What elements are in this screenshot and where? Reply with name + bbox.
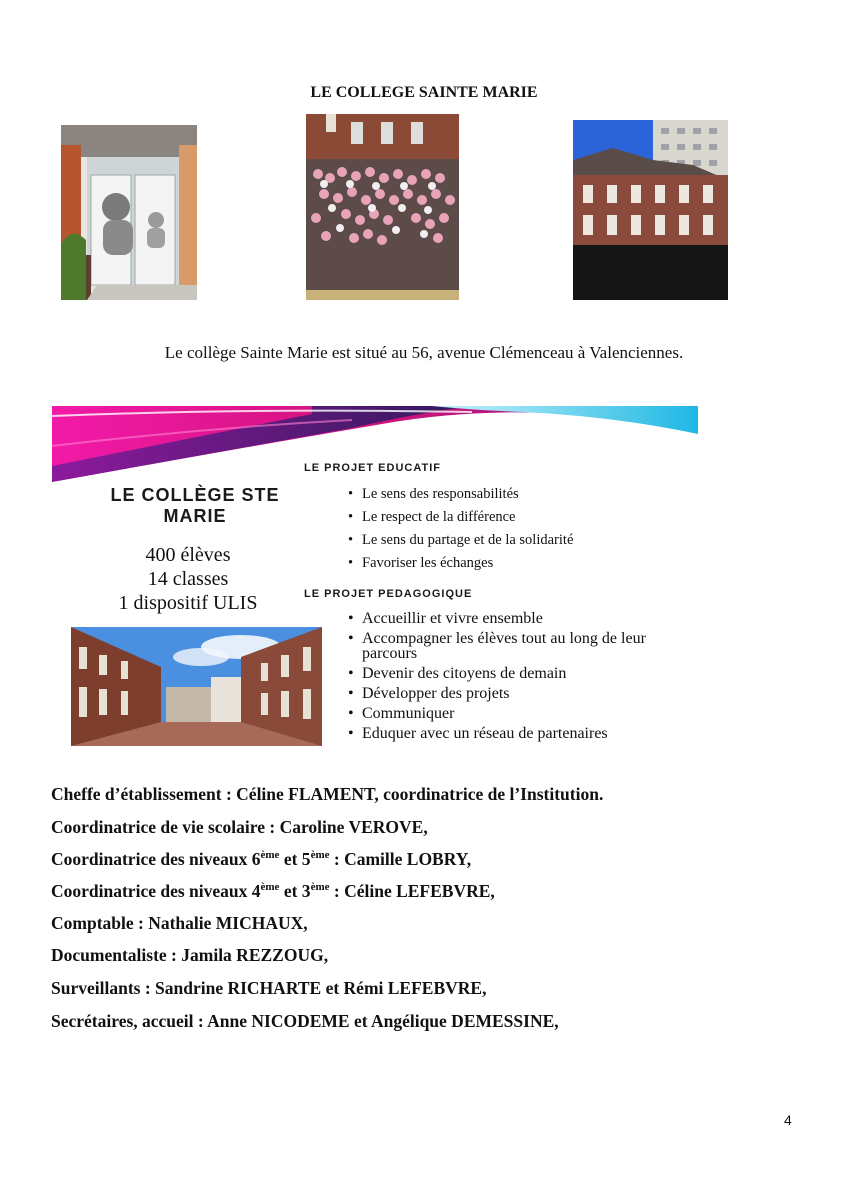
address-line: Le collège Sainte Marie est situé au 56, avenue Clémenceau à Valenciennes. (164, 343, 684, 362)
staff-documentaliste: Documentaliste : Jamila REZZOUG, (51, 945, 329, 965)
building-facade-photo (573, 120, 728, 300)
students-courtyard-photo (306, 114, 459, 300)
list-item: • Communiquer (348, 706, 658, 721)
projet-pedagogique-list (348, 611, 658, 746)
ordinal-suffix: ème (310, 881, 330, 894)
list-item: • Accompagner les élèves tout au long de leur parcours (348, 631, 658, 661)
stat-ulis: 1 dispositif ULIS (118, 592, 258, 614)
list-item: • Eduquer avec un réseau de partenaires (348, 726, 658, 741)
staff-niveaux-6-5 (51, 849, 471, 870)
staff-secretaires: Secrétaires, accueil : Anne NICODEME et Angélique DEMESSINE, (51, 1011, 559, 1031)
list-item: • Favoriser les échanges (348, 552, 573, 575)
list-item: • Le respect de la différence (348, 506, 573, 529)
staff-vie-scolaire: Coordinatrice de vie scolaire : Caroline VEROVE, (51, 817, 428, 837)
entrance-photo (61, 125, 197, 300)
page-title: LE COLLEGE SAINTE MARIE (310, 84, 538, 101)
college-name: LE COLLÈGE STE MARIE (110, 485, 280, 526)
projet-educatif-list (348, 483, 573, 575)
list-item: • Devenir des citoyens de demain (348, 666, 658, 681)
decorative-banner (52, 406, 698, 486)
ordinal-suffix: ème (260, 849, 280, 862)
staff-niveaux-4-3-prefix: Coordinatrice des niveaux 4 (51, 881, 261, 901)
staff-cheffe: Cheffe d’établissement : Céline FLAMENT, coordinatrice de l’Institution. (51, 784, 604, 804)
ordinal-suffix: ème (260, 881, 280, 894)
projet-educatif-heading: LE PROJET EDUCATIF (304, 462, 441, 474)
courtyard-panorama-photo (71, 627, 322, 746)
ordinal-suffix: ème (310, 849, 330, 862)
staff-niveaux-6-5-name: : Camille LOBRY, (329, 849, 472, 869)
list-item: • Le sens des responsabilités (348, 483, 573, 506)
staff-surveillants: Surveillants : Sandrine RICHARTE et Rémi LEFEBVRE, (51, 978, 487, 998)
staff-niveaux-6-5-mid: et 5 (279, 849, 311, 869)
stat-students: 400 élèves (145, 544, 231, 566)
page-number: 4 (784, 1112, 792, 1128)
staff-niveaux-4-3-mid: et 3 (279, 881, 311, 901)
list-item: • Le sens du partage et de la solidarité (348, 529, 573, 552)
stat-classes: 14 classes (147, 568, 229, 590)
staff-niveaux-4-3-name: : Céline LEFEBVRE, (329, 881, 495, 901)
staff-niveaux-6-5-prefix: Coordinatrice des niveaux 6 (51, 849, 261, 869)
projet-pedagogique-heading: LE PROJET PEDAGOGIQUE (304, 588, 473, 600)
staff-niveaux-4-3 (51, 881, 495, 902)
list-item: • Accueillir et vivre ensemble (348, 611, 658, 626)
staff-comptable: Comptable : Nathalie MICHAUX, (51, 913, 308, 933)
list-item: • Développer des projets (348, 686, 658, 701)
